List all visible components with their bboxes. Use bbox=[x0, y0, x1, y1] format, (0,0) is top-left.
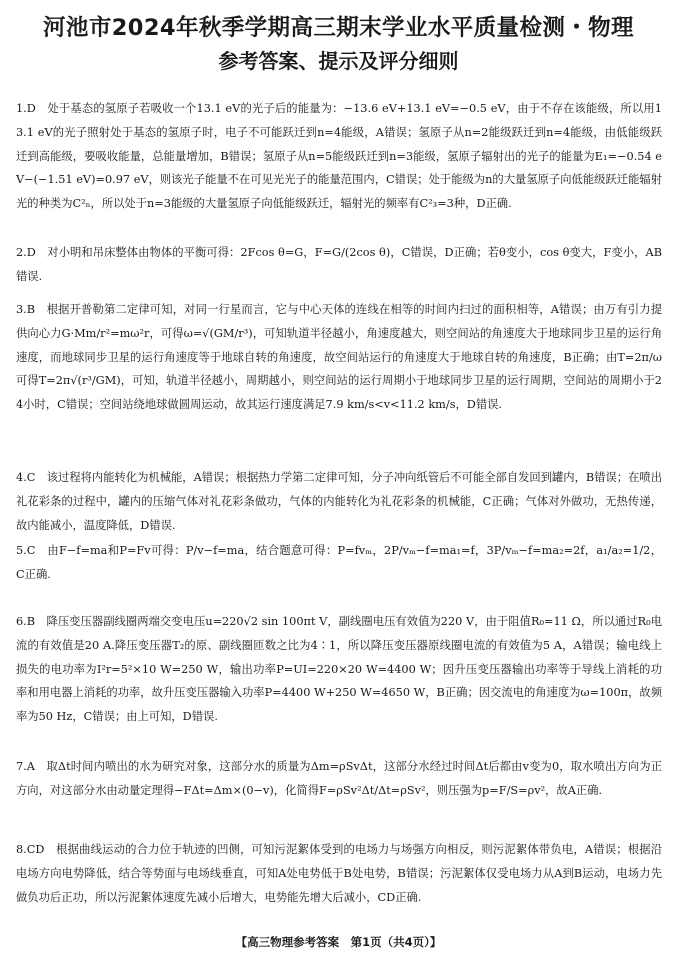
page-subtitle: 参考答案、提示及评分细则 bbox=[218, 49, 459, 73]
answer-item-4: 4.C 该过程将内能转化为机械能，A错误；根据热力学第二定律可知，分子冲向纸管后不可能全部自发回到罐内，B错误；在喷出礼花彩条的过程中，罐内的压缩气体对礼花彩条做功，气体的内能转化为礼花彩条的机械能，C正确；气体对外做功，无热传递，故内能减小，温度降低，D错误. bbox=[16, 471, 662, 532]
page-footer: 【高三物理参考答案 第1页（共4页）】 bbox=[235, 935, 442, 949]
answer-item-7: 7.A 取Δt时间内喷出的水为研究对象，这部分水的质量为Δm=ρSvΔt，这部分水经过时间Δt后都由v变为0，取水喷出方向为正方向，对这部分水由动量定理得−FΔt=Δm×(0−v)，化简得F=ρSv²Δt/Δt=ρSv²，则压强为p=F/S=ρv²，故A正确. bbox=[16, 760, 662, 797]
answer-item-2: 2.D 对小明和吊床整体由物体的平衡可得：2Fcos θ=G，F=G/(2cos θ)，C错误，D正确；若θ变小，cos θ变大，F变小，AB错误. bbox=[16, 246, 662, 283]
page-title: 河池市2024年秋季学期高三期末学业水平质量检测・物理 bbox=[43, 15, 634, 41]
answer-item-1: 1.D 处于基态的氢原子若吸收一个13.1 eV的光子后的能量为：−13.6 eV+13.1 eV=−0.5 eV，由于不存在该能级，所以用13.1 eV的光子照射处于基态的氢原子时，电子不可能跃迁到n=4能级，A错误；氢原子从n=2能级跃迁到n=4能级，由低能级跃迁到高能级，要吸收能量，总能量增加，B错误；氢原子从n=5能级跃迁到n=3能级，氢原子辐射出的光子的能量为E₁=−0.54 eV−(−1.51 eV)=0.97 eV，则该光子能量不在可见光光子的能量范围内，C错误；处于能级为n的大量氢原子向低能级跃迁能辐射光的种类为C²ₙ，所以处于n=3能级的大量氢原子向低能级跃迁，辐射光的频率有C²₃=3种，D正确. bbox=[16, 102, 662, 211]
answer-item-3: 3.B 根据开普勒第二定律可知，对同一行星而言，它与中心天体的连线在相等的时间内扫过的面积相等，A错误；由万有引力提供向心力G·Mm/r²=mω²r，可得ω=√(GM/r³)，可知轨道半径越小，角速度越大，则空间站的角速度大于地球同步卫星的运行角速度，而地球同步卫星的运行角速度等于地球自转的角速度，故空间站运行的角速度大于地球自转的角速度，B正确；由T=2π/ω可得T=2π√(r³/GM)，可知，轨道半径越小，周期越小，则空间站的运行周期小于地球同步卫星的运行周期，空间站的周期小于24小时，C错误；空间站绕地球做圆周运动，故其运行速度满足7.9 km/s<v<11.2 km/s，D错误. bbox=[16, 303, 662, 412]
answer-item-8: 8.CD 根据曲线运动的合力位于轨迹的凹侧，可知污泥絮体受到的电场力与场强方向相反，则污泥絮体带负电，A错误；根据沿电场方向电势降低，结合等势面与电场线垂直，可知A处电势低于B处电势，B错误；污泥絮体仅受电场力从A到B运动，电场力先做负功后正功，所以污泥絮体速度先减小后增大，电势能先增大后减小，CD正确. bbox=[16, 843, 662, 904]
answer-item-5: 5.C 由F−f=ma和P=Fv可得：P/v−f=ma，结合题意可得：P=fvₘ，2P/vₘ−f=ma₁=f，3P/vₘ−f=ma₂=2f，a₁/a₂=1/2，C正确. bbox=[16, 544, 662, 581]
answer-item-6: 6.B 降压变压器副线圈两端交变电压u=220√2 sin 100πt V，副线圈电压有效值为220 V，由于阻值R₀=11 Ω，所以通过R₀电流的有效值是20 A.降压变压器T₂的原、副线圈匝数之比为4∶1，所以降压变压器原线圈电流的有效值为5 A，A错误；输电线上损失的电功率为I²r=5²×10 W=250 W，输出功率P=UI=220×20 W=4400 W；因升压变压器输出功率等于导线上消耗的功率和用电器上消耗的功率，故升压变压器输入功率P=4400 W+250 W=4650 W，B正确；因交流电的角速度为ω=100π，故频率为50 Hz，C错误；由上可知，D错误. bbox=[16, 615, 662, 724]
